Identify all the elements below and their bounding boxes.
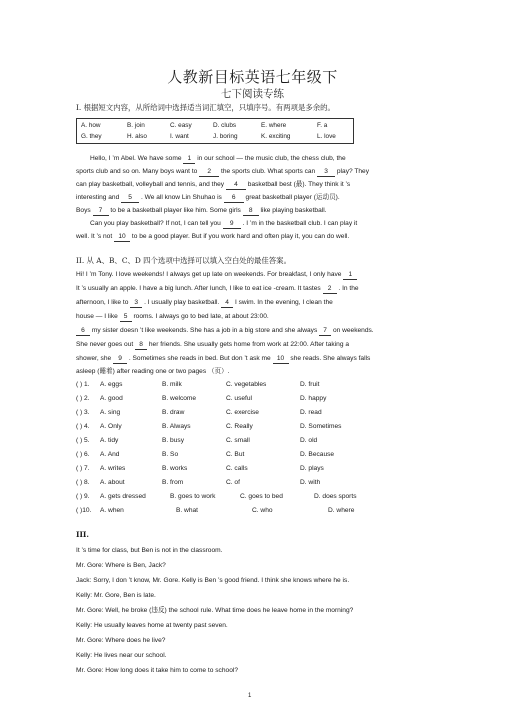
option[interactable]: B. welcome <box>162 395 197 402</box>
option[interactable]: D. Sometimes <box>300 423 342 430</box>
dialogue-line: Kelly: He usually leaves home at twenty past seven. <box>76 622 228 629</box>
option[interactable]: A. when <box>100 507 124 514</box>
option[interactable]: C. small <box>226 437 250 444</box>
word-option: H. also <box>127 133 147 140</box>
passage1-line: Hello, I ’m Abel. We have some 1 in our school — the music club, the chess club, the <box>90 155 346 162</box>
passage2-line: asleep (睡着) after reading one or two pages （页）. <box>76 368 230 375</box>
passage1-line: can play basketball, volleyball and tennis, and they 4 basketball best (最). They think it ’s <box>76 181 351 188</box>
question-row: ( ) 7. <box>76 465 90 472</box>
option[interactable]: A. gets dressed <box>100 493 146 500</box>
question-row: ( ) 1. <box>76 381 90 388</box>
blank-1: 1 <box>343 270 357 280</box>
option[interactable]: C. useful <box>226 395 253 402</box>
option[interactable]: D. read <box>300 409 322 416</box>
word-option: L. love <box>317 133 336 140</box>
word-option: C. easy <box>170 122 192 129</box>
passage2-line: Hi! I ’m Tony. I love weekends! I always get up late on weekends. For breakfast, I only have 1 <box>76 270 454 280</box>
option[interactable]: D. Because <box>300 451 335 458</box>
option[interactable]: C. goes to bed <box>240 493 283 500</box>
passage1-line: interesting and 5 . We all know Lin Shuhao is 6 great basketball player (运动员). <box>76 194 340 201</box>
blank-8: 8 <box>243 206 259 216</box>
blank-6: 6 <box>76 326 90 336</box>
blank-4: 4 <box>221 298 233 308</box>
option[interactable]: A. sing <box>100 409 121 416</box>
blank-2: 2 <box>199 167 219 177</box>
passage2-line: house — I like 5 rooms. I always go to bed late, at about 23:00. <box>76 313 269 320</box>
option[interactable]: D. old <box>300 437 318 444</box>
passage1-line: sports club and so on. Many boys want to 2 the sports club. What sports can 3 play? They <box>76 168 370 175</box>
question-row: ( ) 9. <box>76 493 90 500</box>
option[interactable]: C. vegetables <box>226 381 267 388</box>
word-option: J. boring <box>213 133 238 140</box>
dialogue-line: Mr. Gore: Where is Ben, Jack? <box>76 562 166 569</box>
option[interactable]: B. works <box>162 465 188 472</box>
option[interactable]: A. Only <box>100 423 122 430</box>
option[interactable]: D. where <box>328 507 355 514</box>
question-row: ( ) 2. <box>76 395 90 402</box>
dialogue-line: Mr. Gore: How long does it take him to come to school? <box>76 667 238 674</box>
option[interactable]: D. happy <box>300 395 327 402</box>
blank-10: 10 <box>273 354 289 364</box>
option[interactable]: C. But <box>226 451 245 458</box>
blank-6: 6 <box>224 193 244 203</box>
option[interactable]: A. good <box>100 395 123 402</box>
word-option: A. how <box>81 122 101 129</box>
option[interactable]: A. eggs <box>100 381 123 388</box>
option[interactable]: D. plays <box>300 465 324 472</box>
word-option: D. clubs <box>213 122 237 129</box>
blank-10: 10 <box>114 232 130 242</box>
question-row: ( ) 3. <box>76 409 90 416</box>
dialogue-line: Kelly: He lives near our school. <box>76 652 167 659</box>
passage1-line: Can you play basketball? If not, I can tell you 9 . I ’m in the basketball club. I can play it <box>90 220 358 227</box>
blank-3: 3 <box>130 298 142 308</box>
option[interactable]: B. So <box>162 451 179 458</box>
word-option: G. they <box>81 133 102 140</box>
dialogue-line: It ’s time for class, but Ben is not in the classroom. <box>76 547 223 554</box>
option[interactable]: A. And <box>100 451 120 458</box>
blank-4: 4 <box>226 180 246 190</box>
word-option: F. a <box>317 122 328 129</box>
option[interactable]: B. busy <box>162 437 184 444</box>
blank-8: 8 <box>135 340 147 350</box>
question-row: ( ) 5. <box>76 437 90 444</box>
option[interactable]: B. draw <box>162 409 185 416</box>
option[interactable]: B. from <box>162 479 184 486</box>
word-option: E. where <box>261 122 287 129</box>
option[interactable]: B. Always <box>162 423 191 430</box>
option[interactable]: C. Really <box>226 423 253 430</box>
option[interactable]: C. exercise <box>226 409 259 416</box>
option[interactable]: C. of <box>226 479 240 486</box>
dialogue-line: Kelly: Mr. Gore, Ben is late. <box>76 592 156 599</box>
word-option: B. join <box>127 122 145 129</box>
blank-5: 5 <box>120 312 132 322</box>
blank-9: 9 <box>113 354 127 364</box>
doc-title: 人教新目标英语七年级下 <box>167 68 338 86</box>
passage2-line: She never goes out 8 her friends. She usually gets home from work at 22:00. After taking a <box>76 341 349 348</box>
option[interactable]: D. does sports <box>314 493 357 500</box>
section2-heading: II. 从 A、B、C、D 四个选项中选择可以填入空白处的最佳答案。 <box>76 256 291 265</box>
section1-heading: I. 根据短文内容，从所给词中选择适当词汇填空，只填序号。有两项是多余的。 <box>76 103 335 112</box>
page-number: 1 <box>248 693 252 699</box>
dialogue-line: Mr. Gore: Well, he broke (违反) the school rule. What time does he leave home in the morning? <box>76 607 354 614</box>
option[interactable]: A. tidy <box>100 437 119 444</box>
option[interactable]: C. calls <box>226 465 248 472</box>
word-bank <box>76 118 354 144</box>
doc-subtitle: 七下阅读专练 <box>221 88 284 100</box>
option[interactable]: B. goes to work <box>170 493 216 500</box>
question-row: ( ) 4. <box>76 423 90 430</box>
passage2-line: It ’s usually an apple. I have a big lunch. After lunch, I like to eat ice -cream. It tastes 2 . In the <box>76 285 359 292</box>
blank-5: 5 <box>121 193 139 203</box>
option[interactable]: A. about <box>100 479 125 486</box>
passage1-line: Boys 7 to be a basketball player like him. Some girls 8 like playing basketball. <box>76 207 327 214</box>
passage2-line: afternoon, I like to 3 . I usually play basketball. 4 I swim. In the evening, I clean the <box>76 299 333 306</box>
option[interactable]: B. milk <box>162 381 182 388</box>
question-row: ( )10. <box>76 507 92 514</box>
option[interactable]: A. writes <box>100 465 126 472</box>
blank-3: 3 <box>317 167 335 177</box>
blank-1: 1 <box>183 154 195 164</box>
question-row: ( ) 6. <box>76 451 90 458</box>
blank-7: 7 <box>319 326 331 336</box>
option[interactable]: B. what <box>176 507 198 514</box>
word-option: I. want <box>170 133 189 140</box>
blank-7: 7 <box>93 206 109 216</box>
section3-heading: III. <box>76 530 89 539</box>
blank-9: 9 <box>223 219 241 229</box>
option[interactable]: C. who <box>252 507 273 514</box>
blank-2: 2 <box>323 284 337 294</box>
dialogue-line: Mr. Gore: Where does he live? <box>76 637 166 644</box>
passage2-line: shower, she 9 . Sometimes she reads in bed. But don ’t ask me 10 she reads. She always falls <box>76 355 371 362</box>
question-row: ( ) 8. <box>76 479 90 486</box>
option[interactable]: D. with <box>300 479 321 486</box>
word-option: K. exciting <box>261 133 291 140</box>
option[interactable]: D. fruit <box>300 381 320 388</box>
passage1-line: well. It ’s not 10 to be a good player. But if you work hard and often play it, you can do well. <box>76 233 350 240</box>
dialogue-line: Jack: Sorry, I don ’t know, Mr. Gore. Kelly is Ben ’s good friend. I think she knows where he is. <box>76 577 350 584</box>
passage2-line: 6 my sister doesn ’t like weekends. She has a job in a big store and she always 7 on weekends. <box>76 326 454 336</box>
